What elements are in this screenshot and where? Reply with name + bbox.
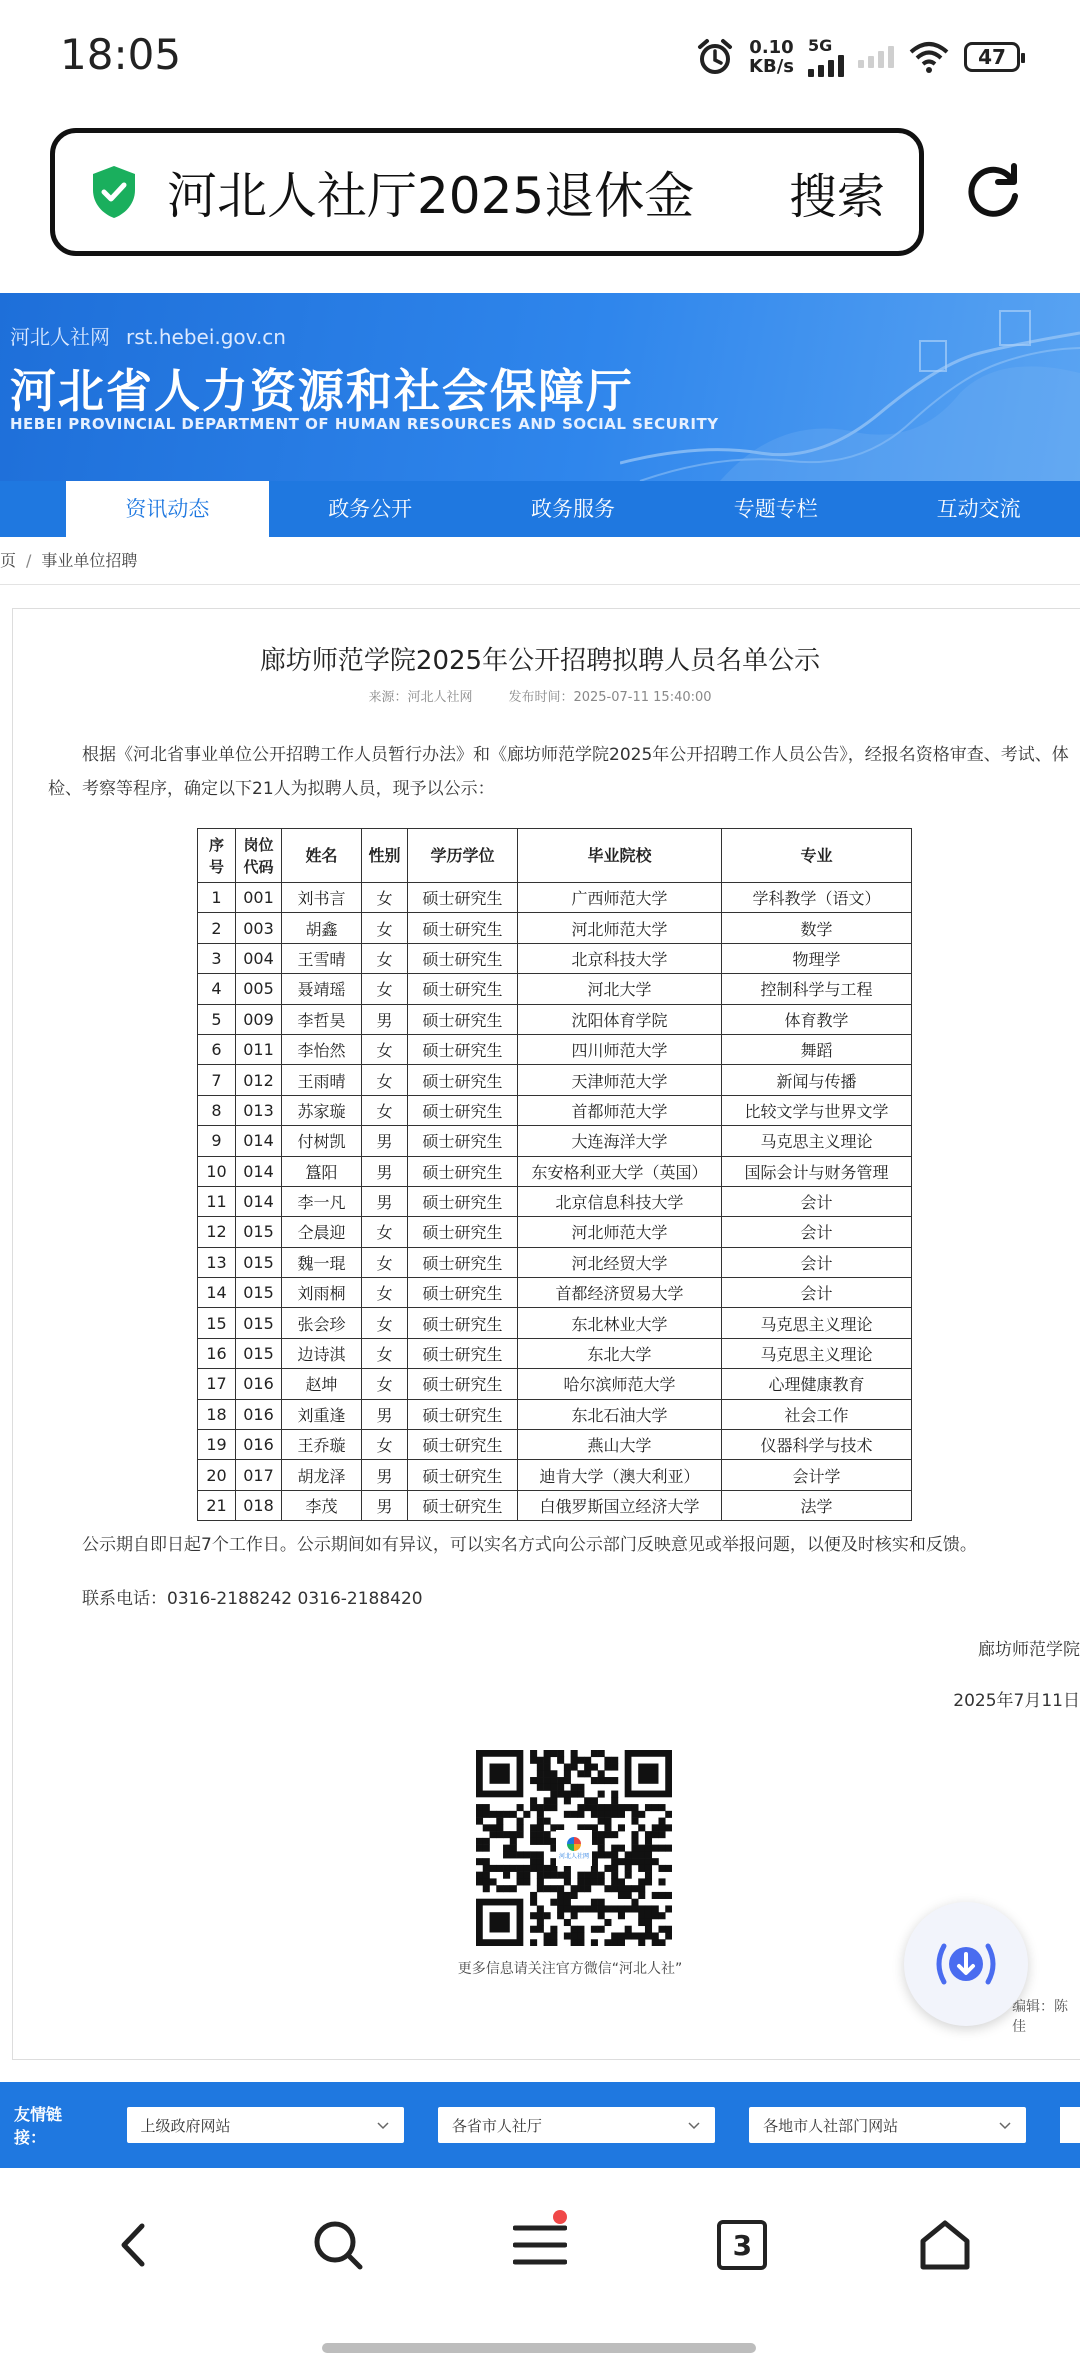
battery-icon: 47 [964,42,1020,72]
contact-phone: 联系电话：0316-2188242 0316-2188420 [82,1589,423,1609]
net-speed: 0.10 KB/s [749,36,794,77]
cell-school: 河北师范大学 [518,913,722,943]
cell-school: 北京信息科技大学 [518,1186,722,1216]
cell-post-code: 016 [236,1430,282,1460]
cell-gender: 女 [362,1338,408,1368]
cell-degree: 硕士研究生 [408,974,518,1004]
cell-name: 李怡然 [282,1034,362,1064]
cell-post-code: 014 [236,1126,282,1156]
reload-icon[interactable] [960,158,1026,224]
table-row [198,1430,912,1460]
shield-check-icon [89,164,139,220]
table-row [198,1308,912,1338]
cell-gender: 男 [362,1126,408,1156]
cell-school: 东北石油大学 [518,1399,722,1429]
cell-index: 18 [198,1399,236,1429]
col-index: 序号 [198,829,236,883]
nav-gov-affairs[interactable]: 政务公开 [328,497,413,521]
status-icons [695,36,1020,77]
status-time: 18:05 [60,30,182,79]
cell-index: 21 [198,1490,236,1520]
cell-major: 控制科学与工程 [722,974,912,1004]
cell-school: 河北大学 [518,974,722,1004]
friend-links-label: 友情链接： [14,2105,63,2147]
cell-post-code: 015 [236,1278,282,1308]
search-button[interactable]: 搜索 [788,168,885,225]
cell-post-code: 003 [236,913,282,943]
cell-index: 10 [198,1156,236,1186]
cell-gender: 女 [362,1369,408,1399]
signature-date: 2025年7月11日 [953,1691,1080,1711]
table-row [198,1217,912,1247]
home-button[interactable] [900,2200,990,2290]
search-icon [310,2217,366,2273]
cell-post-code: 018 [236,1490,282,1520]
cell-index: 17 [198,1369,236,1399]
cell-name: 赵坤 [282,1369,362,1399]
cell-name: 王雨晴 [282,1065,362,1095]
article-source: 来源：河北人社网 [368,690,473,705]
cell-degree: 硕士研究生 [408,1186,518,1216]
cell-major: 社会工作 [722,1399,912,1429]
cell-index: 13 [198,1247,236,1277]
cell-index: 11 [198,1186,236,1216]
cell-index: 7 [198,1065,236,1095]
cell-gender: 女 [362,1034,408,1064]
nav-interaction[interactable]: 互动交流 [936,497,1021,521]
cell-post-code: 013 [236,1095,282,1125]
cell-major: 会计学 [722,1460,912,1490]
cell-gender: 男 [362,1156,408,1186]
alarm-icon [695,37,735,77]
cell-degree: 硕士研究生 [408,1430,518,1460]
cell-name: 李哲昊 [282,1004,362,1034]
divider [0,584,1080,585]
table-row [198,1095,912,1125]
breadcrumb: 页 / 事业单位招聘 [0,551,138,570]
cell-gender: 男 [362,1460,408,1490]
tab-count: 3 [717,2220,767,2270]
col-name: 姓名 [282,829,362,883]
table-row [198,1247,912,1277]
cell-gender: 男 [362,1399,408,1429]
browser-bottom-bar [0,2190,1080,2300]
cell-post-code: 015 [236,1247,282,1277]
cell-major: 法学 [722,1490,912,1520]
chevron-down-icon [687,2118,701,2132]
article-meta [0,686,1080,705]
cell-post-code: 005 [236,974,282,1004]
cell-school: 哈尔滨师范大学 [518,1369,722,1399]
select-more[interactable] [1060,2107,1080,2143]
cell-name: 仝晨迎 [282,1217,362,1247]
cell-gender: 女 [362,974,408,1004]
cell-gender: 女 [362,1308,408,1338]
cell-major: 物理学 [722,943,912,973]
cell-name: 王雪晴 [282,943,362,973]
article-date: 发布时间：2025-07-11 15:40:00 [508,690,712,705]
cell-post-code: 014 [236,1186,282,1216]
cell-name: 聂靖瑶 [282,974,362,1004]
site-banner [0,293,1080,481]
cell-post-code: 016 [236,1399,282,1429]
cell-school: 东北大学 [518,1338,722,1368]
cell-degree: 硕士研究生 [408,1399,518,1429]
cell-name: 胡鑫 [282,913,362,943]
cell-name: 苏家璇 [282,1095,362,1125]
candidates-table [197,828,912,1521]
download-fab[interactable] [904,1902,1028,2026]
cell-name: 李茂 [282,1490,362,1520]
breadcrumb-home[interactable]: 页 [0,551,17,570]
cell-degree: 硕士研究生 [408,1490,518,1520]
search-button-bottom[interactable] [293,2200,383,2290]
cell-gender: 男 [362,1186,408,1216]
signature-org: 廊坊师范学院 [978,1640,1080,1660]
table-row [198,1004,912,1034]
cell-gender: 女 [362,1247,408,1277]
tabs-button[interactable] [697,2200,787,2290]
table-row [198,1369,912,1399]
cell-post-code: 015 [236,1308,282,1338]
wifi-icon [908,40,950,74]
cell-name: 刘重逢 [282,1399,362,1429]
cell-degree: 硕士研究生 [408,1369,518,1399]
cell-index: 6 [198,1034,236,1064]
cell-school: 东安格利亚大学（英国） [518,1156,722,1186]
logo-icon [567,1837,581,1851]
cell-index: 9 [198,1126,236,1156]
nav-news[interactable]: 资讯动态 [66,481,269,537]
signal-2-icon [858,46,894,68]
cell-major: 心理健康教育 [722,1369,912,1399]
cell-major: 体育教学 [722,1004,912,1034]
table-row [198,974,912,1004]
back-icon [110,2220,160,2270]
site-title: 河北省人力资源和社会保障厅 [10,364,634,418]
cell-post-code: 015 [236,1217,282,1247]
table-row [198,1490,912,1520]
home-icon [917,2217,973,2273]
table-row [198,1186,912,1216]
select-superior-gov[interactable]: 上级政府网站 [127,2107,404,2143]
cell-degree: 硕士研究生 [408,1460,518,1490]
cell-degree: 硕士研究生 [408,1278,518,1308]
cell-name: 边诗淇 [282,1338,362,1368]
cell-degree: 硕士研究生 [408,1217,518,1247]
menu-button[interactable] [495,2200,585,2290]
table-row [198,1399,912,1429]
cell-post-code: 001 [236,883,282,913]
cell-name: 付树凯 [282,1126,362,1156]
cell-index: 1 [198,883,236,913]
cell-post-code: 015 [236,1338,282,1368]
cell-school: 白俄罗斯国立经济大学 [518,1490,722,1520]
cell-major: 马克思主义理论 [722,1308,912,1338]
cell-major: 马克思主义理论 [722,1338,912,1368]
cell-index: 14 [198,1278,236,1308]
article-intro: 根据《河北省事业单位公开招聘工作人员暂行办法》和《廊坊师范学院2025年公开招聘工作人员公告》，经报名资格审查、考试、体检、考察等程序，确定以下21人为拟聘人员，现予以公示： [48,745,1069,799]
cell-gender: 女 [362,913,408,943]
cell-school: 广西师范大学 [518,883,722,913]
cell-name: 刘书言 [282,883,362,913]
cell-gender: 女 [362,943,408,973]
cell-post-code: 017 [236,1460,282,1490]
cell-post-code: 012 [236,1065,282,1095]
address-bar[interactable] [50,128,924,256]
qr-logo: 河北人社网 [556,1830,592,1866]
cell-post-code: 011 [236,1034,282,1064]
cell-degree: 硕士研究生 [408,1095,518,1125]
cell-gender: 女 [362,1065,408,1095]
site-short-name: 河北人社网 [10,325,110,349]
cell-school: 四川师范大学 [518,1034,722,1064]
cell-school: 天津师范大学 [518,1065,722,1095]
cell-major: 会计 [722,1186,912,1216]
table-row [198,1338,912,1368]
cell-name: 王乔璇 [282,1430,362,1460]
cell-index: 20 [198,1460,236,1490]
col-major: 专业 [722,829,912,883]
select-provincial-depts[interactable]: 各省市人社厅 [438,2107,715,2143]
cell-gender: 女 [362,1430,408,1460]
cell-major: 数学 [722,913,912,943]
cell-degree: 硕士研究生 [408,1156,518,1186]
cell-gender: 女 [362,883,408,913]
cell-school: 沈阳体育学院 [518,1004,722,1034]
main-nav [0,481,1080,537]
cell-name: 簋阳 [282,1156,362,1186]
cell-major: 新闻与传播 [722,1065,912,1095]
table-row [198,913,912,943]
col-gender: 性别 [362,829,408,883]
great-wall-illustration [620,293,1080,481]
friend-links-bar [0,2082,1080,2168]
table-row [198,1156,912,1186]
cell-index: 8 [198,1095,236,1125]
nav-topics[interactable]: 专题专栏 [733,497,818,521]
menu-icon [513,2222,567,2268]
download-icon [926,1924,1006,2004]
search-query[interactable]: 河北人社厅2025退休金 [167,167,695,225]
cell-degree: 硕士研究生 [408,1308,518,1338]
cell-major: 仪器科学与技术 [722,1430,912,1460]
table-row [198,1126,912,1156]
col-school: 毕业院校 [518,829,722,883]
cell-major: 比较文学与世界文学 [722,1095,912,1125]
cell-name: 刘雨桐 [282,1278,362,1308]
cell-major: 会计 [722,1217,912,1247]
cell-degree: 硕士研究生 [408,1065,518,1095]
cell-name: 胡龙泽 [282,1460,362,1490]
cell-school: 迪肯大学（澳大利亚） [518,1460,722,1490]
cell-index: 15 [198,1308,236,1338]
cell-index: 2 [198,913,236,943]
cell-index: 12 [198,1217,236,1247]
cell-gender: 男 [362,1004,408,1034]
site-domain: rst.hebei.gov.cn [126,325,286,349]
cell-post-code: 014 [236,1156,282,1186]
chevron-down-icon [376,2118,390,2132]
article-title: 廊坊师范学院2025年公开招聘拟聘人员名单公示 [259,646,821,676]
cell-gender: 女 [362,1217,408,1247]
cell-name: 魏一琨 [282,1247,362,1277]
notice-text: 公示期自即日起7个工作日。公示期间如有异议，可以实名方式向公示部门反映意见或举报问题，以便及时核实和反馈。 [82,1535,977,1555]
home-indicator[interactable] [322,2343,756,2353]
signal-icon [808,55,844,77]
qr-caption: 更多信息请关注官方微信“河北人社” [457,1961,683,1977]
chevron-down-icon [998,2118,1012,2132]
notification-dot [553,2210,567,2224]
table-row [198,883,912,913]
cell-index: 3 [198,943,236,973]
cell-index: 5 [198,1004,236,1034]
table-body [198,883,912,1521]
cell-school: 首都师范大学 [518,1095,722,1125]
table-row [198,1034,912,1064]
cell-major: 舞蹈 [722,1034,912,1064]
back-button[interactable] [90,2200,180,2290]
cell-school: 北京科技大学 [518,943,722,973]
cell-name: 张会珍 [282,1308,362,1338]
table-row [198,1278,912,1308]
cell-post-code: 004 [236,943,282,973]
site-title-en: HEBEI PROVINCIAL DEPARTMENT OF HUMAN RESOURCES AND SOCIAL SECURITY [10,415,719,433]
cell-degree: 硕士研究生 [408,1126,518,1156]
cell-major: 会计 [722,1278,912,1308]
cell-gender: 男 [362,1490,408,1520]
table-row [198,1460,912,1490]
cell-school: 大连海洋大学 [518,1126,722,1156]
cell-gender: 女 [362,1095,408,1125]
select-city-depts[interactable]: 各地市人社部门网站 [749,2107,1026,2143]
cell-post-code: 009 [236,1004,282,1034]
table-header-row [198,829,912,883]
cell-major: 学科教学（语文） [722,883,912,913]
cell-school: 河北经贸大学 [518,1247,722,1277]
col-post-code: 岗位代码 [236,829,282,883]
cell-degree: 硕士研究生 [408,913,518,943]
cell-degree: 硕士研究生 [408,943,518,973]
cell-school: 河北师范大学 [518,1217,722,1247]
cell-degree: 硕士研究生 [408,883,518,913]
cell-degree: 硕士研究生 [408,1004,518,1034]
cell-gender: 女 [362,1278,408,1308]
editor-credit: 编辑：陈佳 [1012,1999,1068,2035]
cell-degree: 硕士研究生 [408,1338,518,1368]
table-row [198,943,912,973]
cell-degree: 硕士研究生 [408,1034,518,1064]
cell-school: 首都经济贸易大学 [518,1278,722,1308]
cell-school: 燕山大学 [518,1430,722,1460]
cell-index: 16 [198,1338,236,1368]
nav-services[interactable]: 政务服务 [530,497,615,521]
cell-index: 19 [198,1430,236,1460]
cell-name: 李一凡 [282,1186,362,1216]
col-degree: 学历学位 [408,829,518,883]
cell-major: 马克思主义理论 [722,1126,912,1156]
cell-major: 国际会计与财务管理 [722,1156,912,1186]
cell-school: 东北林业大学 [518,1308,722,1338]
breadcrumb-current[interactable]: 事业单位招聘 [41,551,138,570]
table-row [198,1065,912,1095]
cell-major: 会计 [722,1247,912,1277]
cell-index: 4 [198,974,236,1004]
cell-degree: 硕士研究生 [408,1247,518,1277]
cell-post-code: 016 [236,1369,282,1399]
network-type: 5G [808,36,833,55]
